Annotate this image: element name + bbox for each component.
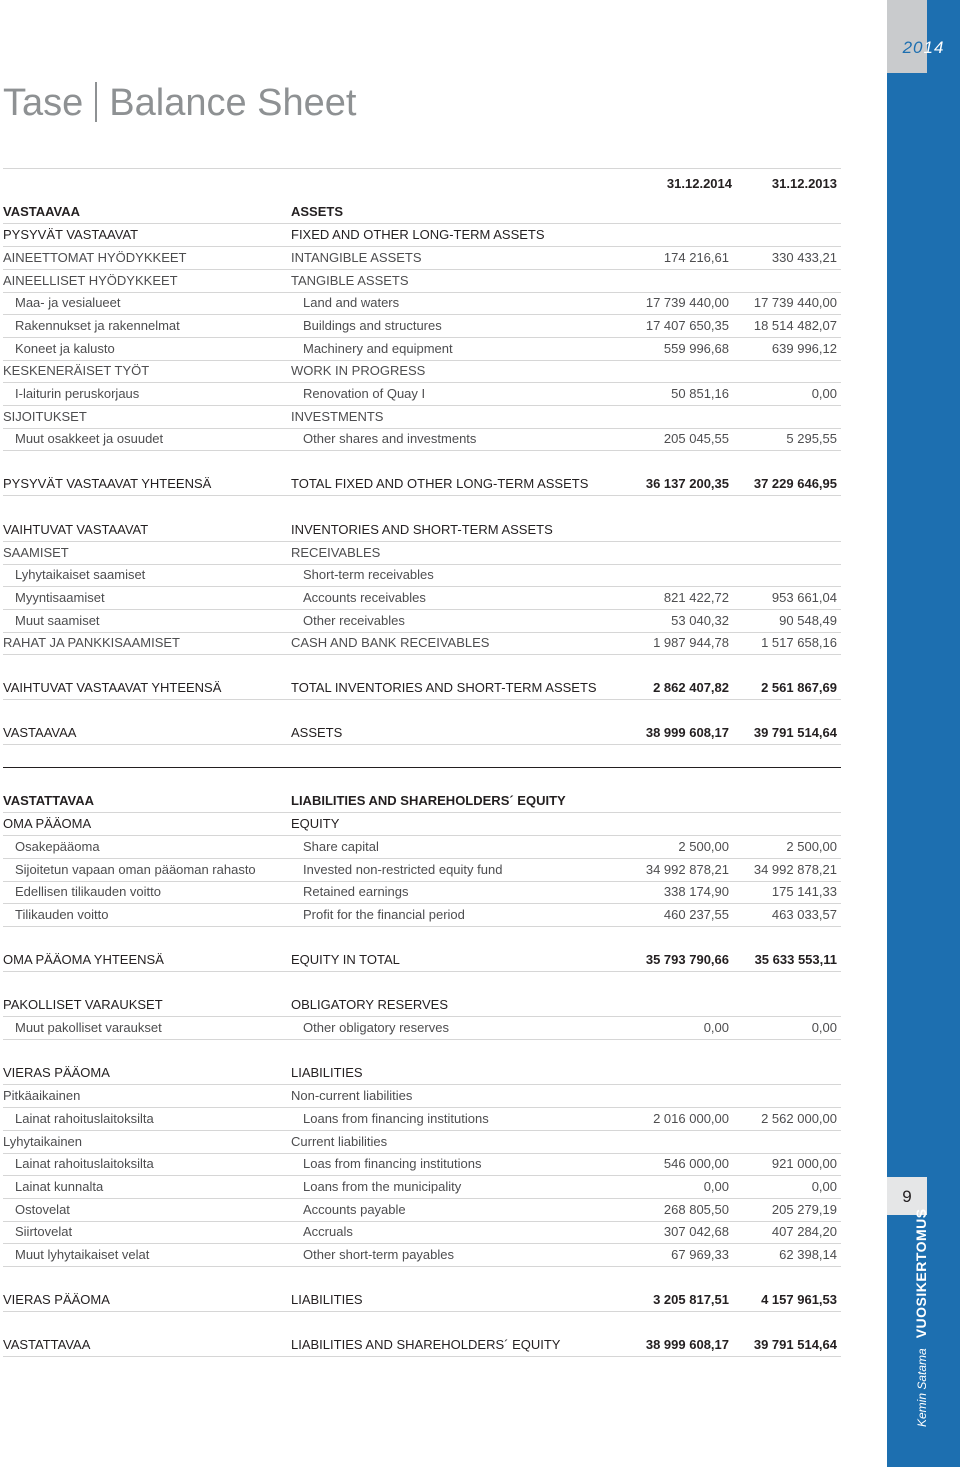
table-row — [3, 949, 841, 972]
table-row — [3, 1017, 841, 1040]
row-label-en: Current liabilities — [291, 1134, 388, 1149]
row-label-fi: SIJOITUKSET — [3, 409, 87, 424]
row-label-en: Other receivables — [303, 613, 405, 628]
table-row — [3, 270, 841, 293]
row-label-fi: Muut pakolliset varaukset — [15, 1020, 162, 1035]
value-2013: 90 548,49 — [779, 613, 837, 628]
value-2013: 407 284,20 — [771, 1224, 837, 1239]
table-row — [3, 1221, 841, 1244]
table-row — [3, 519, 841, 542]
row-label-en: ASSETS — [291, 725, 343, 740]
value-2013: 35 633 553,11 — [754, 952, 837, 967]
row-label-en: LIABILITIES — [291, 1065, 363, 1080]
year-part-a: 20 — [902, 38, 924, 57]
table-row — [3, 1244, 841, 1267]
row-label-en: Loans from financing institutions — [303, 1111, 489, 1126]
row-label-fi: Ostovelat — [15, 1202, 70, 1217]
row-label-fi: PAKOLLISET VARAUKSET — [3, 997, 163, 1012]
row-label-fi: OMA PÄÄOMA — [3, 816, 92, 831]
row-label-en: Renovation of Quay I — [303, 386, 426, 401]
row-label-fi: PYSYVÄT VASTAAVAT — [3, 227, 139, 242]
table-row — [3, 859, 841, 882]
row-label-en: WORK IN PROGRESS — [291, 363, 426, 378]
row-label-en: LIABILITIES AND SHAREHOLDERS´ EQUITY — [291, 1337, 561, 1352]
row-label-en: Non-current liabilities — [291, 1088, 413, 1103]
table-row — [3, 587, 841, 610]
row-label-fi: Lainat rahoituslaitoksilta — [15, 1156, 154, 1171]
page-number: 9 — [887, 1177, 927, 1215]
row-label-fi: Muut lyhytaikaiset velat — [15, 1247, 150, 1262]
table-row — [3, 1153, 841, 1176]
table-row — [3, 881, 841, 904]
row-label-fi: Lyhytaikainen — [3, 1134, 83, 1149]
table-row — [3, 292, 841, 315]
value-2013: 34 992 878,21 — [753, 862, 837, 877]
row-label-fi: PYSYVÄT VASTAAVAT YHTEENSÄ — [3, 476, 212, 491]
value-2014: 546 000,00 — [663, 1156, 729, 1171]
row-label-en: RECEIVABLES — [291, 545, 381, 560]
value-2014: 34 992 878,21 — [645, 862, 729, 877]
value-2014: 3 205 817,51 — [653, 1292, 729, 1307]
value-2013: 4 157 961,53 — [761, 1292, 837, 1307]
row-label-fi: KESKENERÄISET TYÖT — [3, 363, 150, 378]
row-label-en: Other shares and investments — [303, 431, 477, 446]
row-label-en: Accounts receivables — [303, 590, 426, 605]
title-fi: Tase — [3, 82, 84, 124]
value-2013: 463 033,57 — [771, 907, 837, 922]
value-2014: 559 996,68 — [663, 341, 729, 356]
header-rule — [3, 168, 841, 169]
value-2013: 37 229 646,95 — [753, 476, 837, 491]
row-label-fi: Siirtovelat — [15, 1224, 73, 1239]
table-row — [3, 224, 841, 247]
value-2013: 0,00 — [811, 1179, 837, 1194]
row-label-fi: VIERAS PÄÄOMA — [3, 1292, 110, 1307]
value-2014: 67 969,33 — [671, 1247, 729, 1262]
row-label-en: LIABILITIES AND SHAREHOLDERS´ EQUITY — [291, 793, 566, 808]
value-2013: 921 000,00 — [771, 1156, 837, 1171]
value-2013: 39 791 514,64 — [753, 725, 837, 740]
table-row — [3, 1131, 841, 1154]
table-row — [3, 1289, 841, 1312]
value-2013: 175 141,33 — [771, 884, 837, 899]
row-label-fi: Tilikauden voitto — [15, 907, 109, 922]
row-label-fi: AINEELLISET HYÖDYKKEET — [3, 273, 178, 288]
row-label-en: CASH AND BANK RECEIVABLES — [291, 635, 490, 650]
report-label: VUOSIKERTOMUS — [913, 1208, 929, 1339]
value-2014: 38 999 608,17 — [645, 725, 729, 740]
table-row — [3, 564, 841, 587]
value-2013: 2 561 867,69 — [761, 680, 837, 695]
table-row — [3, 722, 841, 745]
row-label-fi: Myyntisaamiset — [15, 590, 105, 605]
value-2014: 17 739 440,00 — [645, 295, 729, 310]
row-label-fi: Rakennukset ja rakennelmat — [15, 318, 180, 333]
side-caption — [906, 1107, 936, 1427]
table-row — [3, 428, 841, 451]
value-2013: 5 295,55 — [786, 431, 837, 446]
value-2014: 1 987 944,78 — [653, 635, 729, 650]
row-label-fi: VASTAAVAA — [3, 725, 77, 740]
row-label-en: EQUITY IN TOTAL — [291, 952, 400, 967]
section-divider — [3, 767, 841, 768]
column-header-2013: 31.12.2013 — [771, 176, 837, 191]
column-header-2014: 31.12.2014 — [666, 176, 732, 191]
value-2013: 0,00 — [811, 1020, 837, 1035]
value-2013: 2 500,00 — [786, 839, 837, 854]
value-2013: 62 398,14 — [779, 1247, 837, 1262]
table-row — [3, 406, 841, 429]
value-2013: 2 562 000,00 — [761, 1111, 837, 1126]
table-row — [3, 1108, 841, 1131]
row-label-fi: RAHAT JA PANKKISAAMISET — [3, 635, 180, 650]
row-label-en: Other obligatory reserves — [303, 1020, 449, 1035]
row-label-en: OBLIGATORY RESERVES — [291, 997, 449, 1012]
table-row — [3, 994, 841, 1017]
row-label-en: INTANGIBLE ASSETS — [291, 250, 422, 265]
row-label-en: Profit for the financial period — [303, 907, 465, 922]
value-2014: 35 793 790,66 — [645, 952, 729, 967]
row-label-fi: SAAMISET — [3, 545, 69, 560]
row-label-en: Buildings and structures — [303, 318, 442, 333]
row-label-fi: Osakepääoma — [15, 839, 100, 854]
row-label-en: Land and waters — [303, 295, 400, 310]
table-row — [3, 790, 841, 813]
value-2014: 2 016 000,00 — [653, 1111, 729, 1126]
value-2014: 307 042,68 — [663, 1224, 729, 1239]
value-2013: 1 517 658,16 — [761, 635, 837, 650]
table-row — [3, 1062, 841, 1085]
table-row — [3, 904, 841, 927]
row-label-fi: Koneet ja kalusto — [15, 341, 115, 356]
row-label-en: EQUITY — [291, 816, 340, 831]
row-label-en: Other short-term payables — [303, 1247, 455, 1262]
row-label-fi: OMA PÄÄOMA YHTEENSÄ — [3, 952, 164, 967]
row-label-en: INVENTORIES AND SHORT-TERM ASSETS — [291, 522, 553, 537]
value-2013: 17 739 440,00 — [753, 295, 837, 310]
table-row — [3, 677, 841, 700]
value-2013: 0,00 — [811, 386, 837, 401]
table-row — [3, 473, 841, 496]
value-2013: 953 661,04 — [771, 590, 837, 605]
value-2014: 53 040,32 — [671, 613, 729, 628]
row-label-en: Loans from the municipality — [303, 1179, 462, 1194]
year-part-b: 14 — [923, 38, 945, 57]
table-row — [3, 338, 841, 361]
row-label-fi: Maa- ja vesialueet — [15, 295, 121, 310]
row-label-en: ASSETS — [291, 204, 344, 219]
value-2014: 268 805,50 — [663, 1202, 729, 1217]
table-row — [3, 360, 841, 383]
value-2014: 0,00 — [703, 1020, 729, 1035]
value-2014: 38 999 608,17 — [645, 1337, 729, 1352]
row-label-en: Accruals — [303, 1224, 353, 1239]
value-2014: 821 422,72 — [663, 590, 729, 605]
row-label-fi: Lainat kunnalta — [15, 1179, 104, 1194]
row-label-fi: Edellisen tilikauden voitto — [15, 884, 161, 899]
row-label-en: Share capital — [303, 839, 379, 854]
page-title — [3, 82, 356, 125]
row-label-en: Retained earnings — [303, 884, 409, 899]
table-row — [3, 813, 841, 836]
row-label-fi: VAIHTUVAT VASTAAVAT YHTEENSÄ — [3, 680, 222, 695]
row-label-fi: VAIHTUVAT VASTAAVAT — [3, 522, 149, 537]
table-row — [3, 383, 841, 406]
row-label-en: Loas from financing institutions — [303, 1156, 482, 1171]
row-label-en: FIXED AND OTHER LONG-TERM ASSETS — [291, 227, 545, 242]
table-row — [3, 836, 841, 859]
row-label-fi: I-laiturin peruskorjaus — [15, 386, 140, 401]
row-label-fi: Pitkäaikainen — [3, 1088, 81, 1103]
table-row — [3, 1176, 841, 1199]
value-2013: 639 996,12 — [771, 341, 837, 356]
row-label-en: TOTAL FIXED AND OTHER LONG-TERM ASSETS — [291, 476, 589, 491]
row-label-fi: Muut osakkeet ja osuudet — [15, 431, 164, 446]
table-row — [3, 542, 841, 565]
row-label-en: TANGIBLE ASSETS — [291, 273, 409, 288]
value-2014: 338 174,90 — [663, 884, 729, 899]
row-label-fi: VASTAAVAA — [3, 204, 81, 219]
value-2014: 2 500,00 — [678, 839, 729, 854]
row-label-en: Accounts payable — [303, 1202, 406, 1217]
row-label-fi: VASTATTAVAA — [3, 1337, 91, 1352]
value-2013: 39 791 514,64 — [753, 1337, 837, 1352]
table-row — [3, 247, 841, 270]
value-2014: 17 407 650,35 — [645, 318, 729, 333]
table-row — [3, 1334, 841, 1357]
value-2014: 205 045,55 — [663, 431, 729, 446]
row-label-en: Short-term receivables — [303, 567, 434, 582]
row-label-fi: Muut saamiset — [15, 613, 100, 628]
table-row — [3, 632, 841, 655]
table-row — [3, 610, 841, 633]
row-label-fi: VIERAS PÄÄOMA — [3, 1065, 110, 1080]
value-2014: 50 851,16 — [671, 386, 729, 401]
value-2013: 330 433,21 — [771, 250, 837, 265]
table-row — [3, 201, 841, 224]
row-label-en: LIABILITIES — [291, 1292, 363, 1307]
row-label-en: Invested non-restricted equity fund — [303, 862, 503, 877]
row-label-en: TOTAL INVENTORIES AND SHORT-TERM ASSETS — [291, 680, 597, 695]
value-2014: 0,00 — [703, 1179, 729, 1194]
table-row — [3, 1085, 841, 1108]
row-label-fi: Lyhytaikaiset saamiset — [15, 567, 146, 582]
company-name: Kemin Satama — [915, 1348, 929, 1427]
table-row — [3, 315, 841, 338]
title-en: Balance Sheet — [109, 82, 357, 124]
value-2013: 18 514 482,07 — [753, 318, 837, 333]
value-2013: 205 279,19 — [771, 1202, 837, 1217]
year-badge — [887, 0, 960, 73]
row-label-en: INVESTMENTS — [291, 409, 384, 424]
row-label-fi: Lainat rahoituslaitoksilta — [15, 1111, 154, 1126]
row-label-fi: Sijoitetun vapaan oman pääoman rahasto — [15, 862, 256, 877]
value-2014: 36 137 200,35 — [645, 476, 729, 491]
row-label-fi: AINEETTOMAT HYÖDYKKEET — [3, 250, 187, 265]
value-2014: 174 216,61 — [663, 250, 729, 265]
value-2014: 460 237,55 — [663, 907, 729, 922]
table-row — [3, 1199, 841, 1222]
value-2014: 2 862 407,82 — [653, 680, 729, 695]
row-label-fi: VASTATTAVAA — [3, 793, 94, 808]
row-label-en: Machinery and equipment — [303, 341, 453, 356]
